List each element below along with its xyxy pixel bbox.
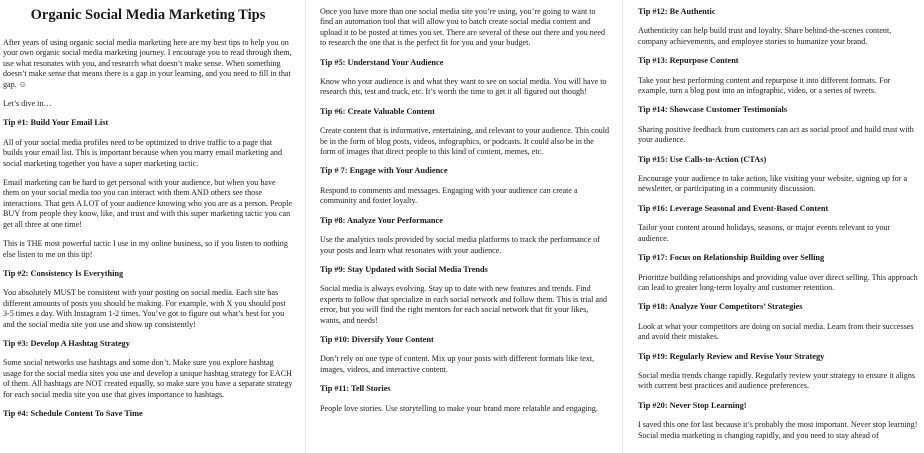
tip-heading: Tip #17: Focus on Relationship Building over Selling bbox=[638, 253, 825, 263]
paragraph: Let’s dive in… bbox=[3, 99, 52, 109]
paragraph: Social media trends change rapidly. Regularly review your strategy to ensure it aligns with current best practices and audience preferences. bbox=[638, 370, 916, 391]
paragraph: I saved this one for last because it’s probably the most important. Never stop learning! Social media marketing is changing rapidly, and you need to stay ahead of bbox=[638, 420, 918, 440]
paragraph: Some social networks use hashtags and some don’t. Make sure you explore hashtag usage for the social media sites you use and develop a unique hashtag strategy for EACH of them. All hashtags are NOT created equally, so make sure you have a separate strategy for each social media site you use that gives importance to hashtags. bbox=[3, 358, 293, 399]
tip-heading: Tip #19: Regularly Review and Revise Your Strategy bbox=[638, 351, 825, 361]
column-2 bbox=[320, 0, 610, 453]
tip-heading: Tip #10: Diversify Your Content bbox=[320, 334, 434, 344]
paragraph: Social media is always evolving. Stay up to date with new features and trends. Find experts to follow that specialize in each social network and follow them. This is trial and error, but you will find the right mentors for each social network that fit your likes, wants, and needs! bbox=[320, 284, 608, 325]
paragraph: Look at what your competitors are doing on social media. Learn from their successes and avoid their mistakes. bbox=[638, 321, 914, 342]
tip-heading: Tip # 7: Engage with Your Audience bbox=[320, 166, 448, 176]
paragraph: All of your social media profiles need to be optimized to drive traffic to a page that builds your email list. This is important because when you marry email marketing and social marketing together you have a super marketing tactic. bbox=[3, 137, 283, 168]
column-1 bbox=[3, 0, 293, 453]
paragraph: Once you have more than one social media site you’re using, you’re going to want to find an automation tool that will allow you to batch create social media content and upload it to be posted at times you set. There are several of these out there and you need to research the one that is the perfect fit for you and your budget. bbox=[320, 7, 606, 48]
tip-heading: Tip #12: Be Authentic bbox=[638, 7, 716, 16]
tip-heading: Tip #11: Tell Stories bbox=[320, 384, 391, 394]
paragraph: This is THE most powerful tactic I use in my online business, so if you listen to nothing else listen to me on this tip! bbox=[3, 239, 288, 259]
tip-heading: Tip #13: Repurpose Content bbox=[638, 56, 739, 66]
tip-heading: Tip #2: Consistency Is Everything bbox=[3, 268, 124, 278]
paragraph: Know who your audience is and what they want to see on social media. You will have to research this, test and track, etc. It’s worth the time to get it all figured out though! bbox=[320, 77, 607, 97]
paragraph: Authenticity can help build trust and loyalty. Share behind-the-scenes content, company achievements, and employee stories to humanize your brand. bbox=[638, 26, 892, 46]
paragraph: Sharing positive feedback from customers can act as social proof and build trust with your audience. bbox=[638, 124, 914, 145]
paragraph: Take your best performing content and repurpose it into different formats. For example, turn a blog post into an infographic, video, or a series of tweets. bbox=[638, 75, 891, 96]
tip-heading: Tip #3: Develop A Hashtag Strategy bbox=[3, 338, 130, 348]
paragraph: Create content that is informative, entertaining, and relevant to your audience. This could be in the form of blog posts, videos, infographics, or podcasts. It could also be in the form of images that direct people to this kind of content, memes, etc. bbox=[320, 126, 610, 157]
paragraph: Email marketing can be hard to get personal with your audience, but when you have them on your social media too you can interact with them AND others see those interactions. That gets A LOT of your audience knowing who you are as a person. People BUY from people they know, like, and trust and with this super marketing tactic you can get all three at one time! bbox=[3, 178, 292, 229]
paragraph: Respond to comments and messages. Engaging with your audience can create a community and foster loyalty. bbox=[320, 185, 578, 206]
tip-heading: Tip #8: Analyze Your Performance bbox=[320, 215, 443, 225]
paragraph: People love stories. Use storytelling to make your brand more relatable and engaging. bbox=[320, 403, 598, 413]
tip-heading: Tip #5: Understand Your Audience bbox=[320, 57, 444, 67]
paragraph: You absolutely MUST be consistent with your posting on social media. Each site has different amounts of posts you should be making. For example, with X you should post 3-5 times a day. With Instagram 1-2 times. You’ve got to figure out what’s best for you and the social media site you use and show up consistently! bbox=[3, 288, 286, 329]
tip-heading: Tip #15: Use Calls-to-Action (CTAs) bbox=[638, 154, 767, 164]
tip-heading: Tip #16: Leverage Seasonal and Event-Based Content bbox=[638, 203, 829, 213]
tip-heading: Tip #1: Build Your Email List bbox=[3, 118, 109, 128]
paragraph: Use the analytics tools provided by social media platforms to track the performance of your posts and learn what resonates with your audience. bbox=[320, 235, 600, 255]
paragraph: Prioritize building relationships and providing value over direct selling. This approach can lead to greater long-term loyalty and customer retention. bbox=[638, 272, 918, 292]
tip-heading: Tip #4: Schedule Content To Save Time bbox=[3, 408, 143, 418]
column-divider bbox=[305, 0, 306, 453]
column-divider bbox=[622, 0, 623, 453]
tip-heading: Tip #18: Analyze Your Competitors’ Strategies bbox=[638, 302, 803, 312]
paragraph: Encourage your audience to take action, like visiting your website, signing up for a newsletter, or participating in a community discussion. bbox=[638, 174, 908, 194]
tip-heading: Tip #9: Stay Updated with Social Media Trends bbox=[320, 264, 488, 274]
tip-heading: Tip #14: Showcase Customer Testimonials bbox=[638, 105, 788, 115]
paragraph: After years of using organic social media marketing here are my best tips to help you on your own organic social media marketing journey. I encourage you to read through them, use what resonates with you, and research what doesn’t make sense. When something doesn’t make sense that means there is a gap in your learning, and you need to fill in that gap. ☺ bbox=[3, 38, 292, 89]
paragraph: Tailor your content around holidays, seasons, or major events relevant to your audience. bbox=[638, 223, 891, 243]
tip-heading: Tip #20: Never Stop Learning! bbox=[638, 400, 747, 410]
tip-heading: Tip #6: Create Valuable Content bbox=[320, 106, 435, 116]
document-title: Organic Social Media Marketing Tips bbox=[30, 7, 266, 23]
column-3 bbox=[638, 0, 921, 453]
paragraph: Don’t rely on one type of content. Mix up your posts with different formats like text, images, videos, and interactive content. bbox=[320, 354, 595, 374]
